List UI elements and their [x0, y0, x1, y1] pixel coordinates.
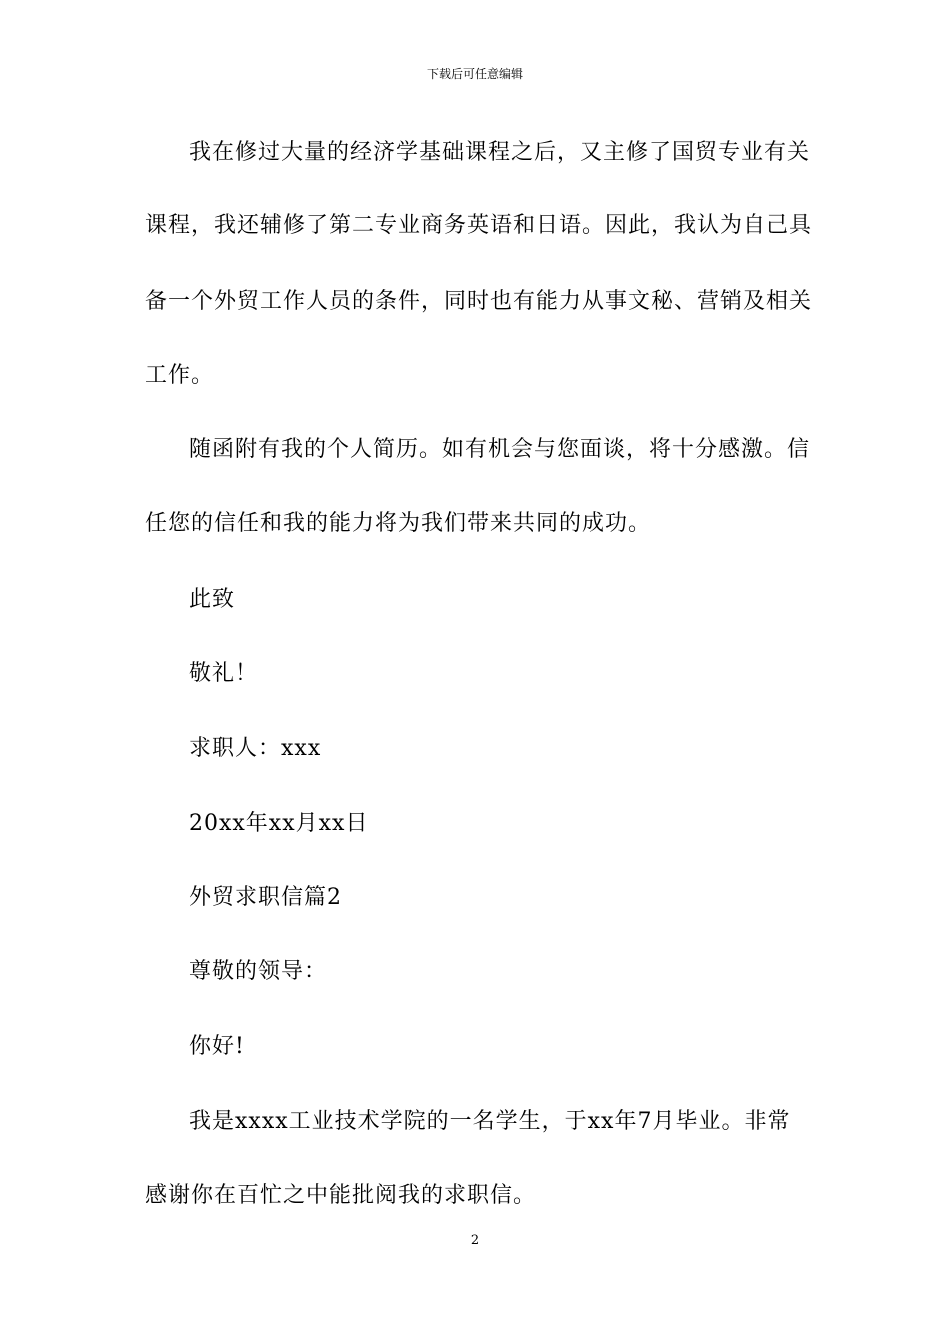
paragraph-line: 任您的信任和我的能力将为我们带来共同的成功。 [145, 511, 652, 536]
closing-line: 此致 [189, 587, 236, 612]
date-line: 20xx年xx月xx日 [189, 811, 369, 836]
paragraph-line: 我是xxxx工业技术学院的一名学生，于xx年7月毕业。非常 [189, 1109, 791, 1134]
greeting-line: 你好! [189, 1034, 245, 1059]
paragraph-line: 随函附有我的个人简历。如有机会与您面谈，将十分感激。信 [189, 437, 811, 462]
applicant-line: 求职人：xxx [189, 736, 322, 761]
paragraph-line: 我在修过大量的经济学基础课程之后，又主修了国贸专业有关 [189, 140, 811, 165]
greeting-line: 尊敬的领导： [189, 959, 328, 984]
section-title: 外贸求职信篇2 [189, 885, 342, 910]
paragraph-line: 备一个外贸工作人员的条件，同时也有能力从事文秘、营销及相关 [145, 289, 813, 314]
page-header-note: 下载后可任意编辑 [426, 67, 523, 81]
paragraph-line: 工作。 [145, 363, 215, 388]
paragraph-line: 感谢你在百忙之中能批阅我的求职信。 [145, 1183, 537, 1208]
page-number: 2 [470, 1233, 480, 1248]
salutation-line: 敬礼！ [189, 661, 259, 686]
paragraph-line: 课程，我还辅修了第二专业商务英语和日语。因此，我认为自己具 [145, 213, 813, 238]
